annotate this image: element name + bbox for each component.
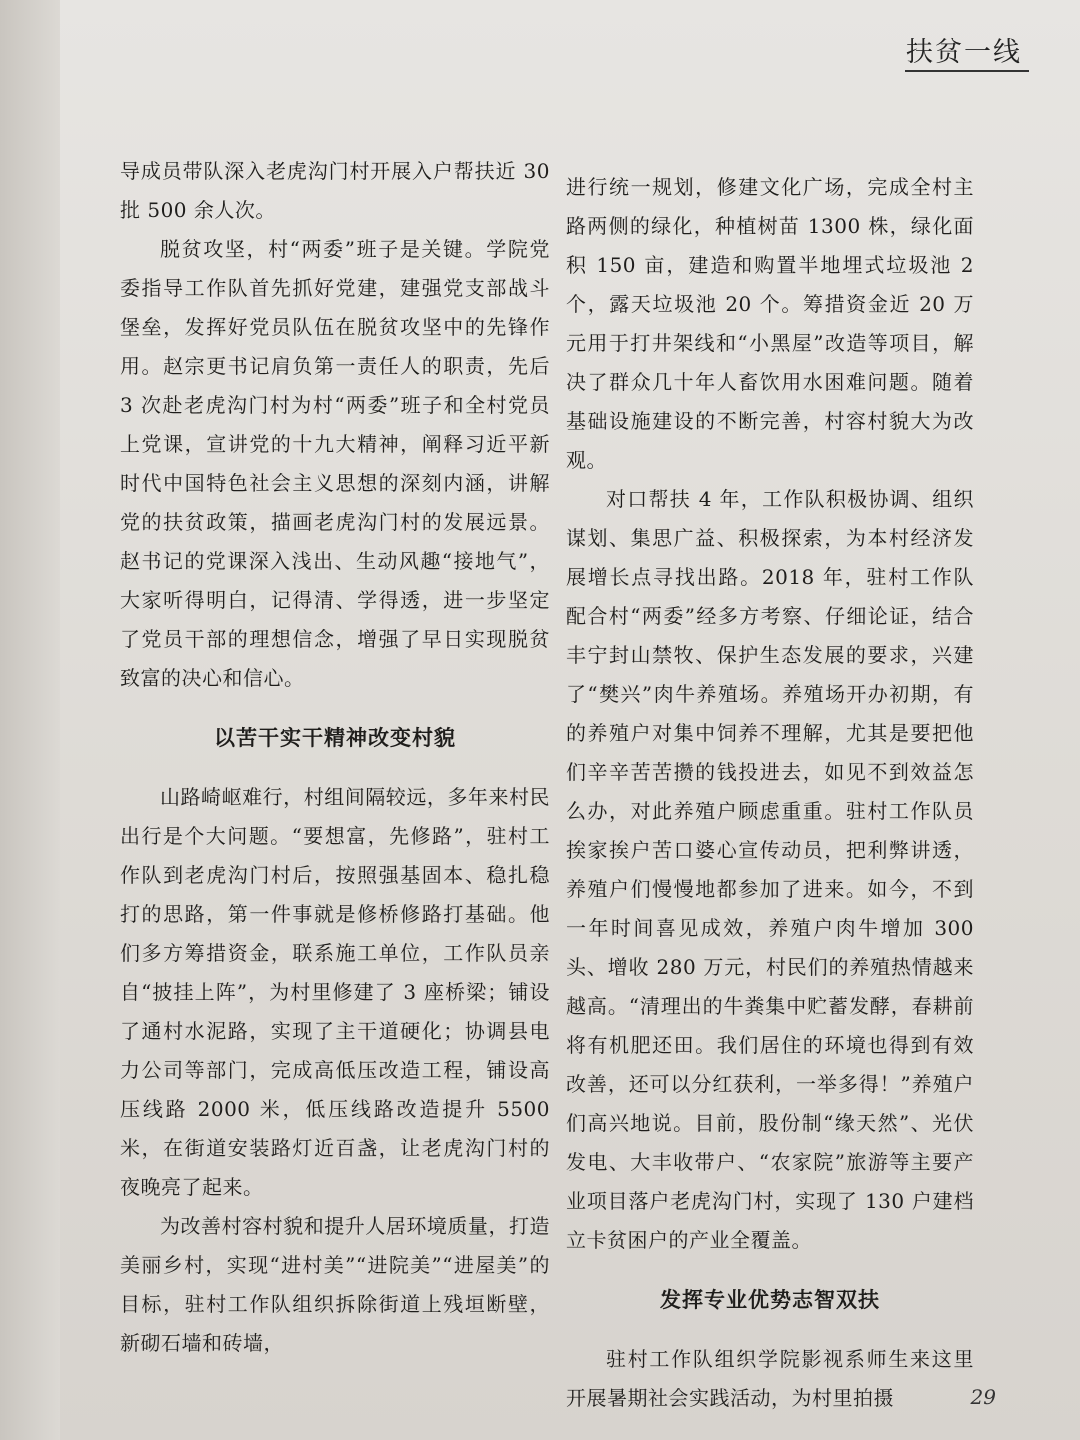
right-paragraph-3: 驻村工作队组织学院影视系师生来这里开展暑期社会实践活动，为村里拍摄 bbox=[566, 1347, 974, 1410]
section-heading-2: 发挥专业优势志智双扶 bbox=[660, 1288, 880, 1312]
left-column bbox=[120, 152, 550, 1363]
section-heading-1: 以苦干实干精神改变村貌 bbox=[214, 726, 456, 750]
section-header: 扶贫一线 bbox=[906, 37, 1022, 68]
right-column bbox=[566, 168, 974, 1418]
right-paragraph-1: 进行统一规划，修建文化广场，完成全村主路两侧的绿化，种植树苗 1300 株，绿化面积 150 亩，建造和购置半地埋式垃圾池 2 个，露天垃圾池 20 个。筹措资金近 20 万元用于打井架线和“小黑屋”改造等项目，解决了群众几十年人畜饮用水困难问题。随着基础设施建设的不断完善，村容村貌大为改观。 bbox=[566, 175, 974, 472]
left-paragraph-1: 导成员带队深入老虎沟门村开展入户帮扶近 30 批 500 余人次。 bbox=[120, 159, 550, 222]
page-spine-shadow bbox=[0, 0, 60, 1440]
right-paragraph-2: 对口帮扶 4 年，工作队积极协调、组织谋划、集思广益、积极探索，为本村经济发展增长点寻找出路。2018 年，驻村工作队配合村“两委”经多方考察、仔细论证，结合丰宁封山禁牧、保护生态发展的要求，兴建了“樊兴”肉牛养殖场。养殖场开办初期，有的养殖户对集中饲养不理解，尤其是要把他们辛辛苦苦攒的钱投进去，如见不到效益怎么办，对此养殖户顾虑重重。驻村工作队员挨家挨户苦口婆心宣传动员，把利弊讲透，养殖户们慢慢地都参加了进来。如今，不到一年时间喜见成效，养殖户肉牛增加 300 头、增收 280 万元，村民们的养殖热情越来越高。“清理出的牛粪集中贮蓄发酵，春耕前将有机肥还田。我们居住的环境也得到有效改善，还可以分红获利，一举多得！”养殖户们高兴地说。目前，股份制“缘天然”、光伏发电、大丰收带户、“农家院”旅游等主要产业项目落户老虎沟门村，实现了 130 户建档立卡贫困户的产业全覆盖。 bbox=[566, 487, 974, 1252]
left-paragraph-4: 为改善村容村貌和提升人居环境质量，打造美丽乡村，实现“进村美”“进院美”“进屋美”的目标，驻村工作队组织拆除街道上残垣断壁，新砌石墙和砖墙， bbox=[120, 1214, 550, 1355]
header-underline bbox=[905, 70, 1029, 72]
left-paragraph-2: 脱贫攻坚，村“两委”班子是关键。学院党委指导工作队首先抓好党建，建强党支部战斗堡垒，发挥好党员队伍在脱贫攻坚中的先锋作用。赵宗更书记肩负第一责任人的职责，先后 3 次赴老虎沟门村为村“两委”班子和全村党员上党课，宣讲党的十九大精神，阐释习近平新时代中国特色社会主义思想的深刻内涵，讲解党的扶贫政策，描画老虎沟门村的发展远景。赵书记的党课深入浅出、生动风趣“接地气”，大家听得明白，记得清、学得透，进一步坚定了党员干部的理想信念，增强了早日实现脱贫致富的决心和信心。 bbox=[120, 237, 550, 690]
left-paragraph-3: 山路崎岖难行，村组间隔较远，多年来村民出行是个大问题。“要想富，先修路”，驻村工作队到老虎沟门村后，按照强基固本、稳扎稳打的思路，第一件事就是修桥修路打基础。他们多方筹措资金，联系施工单位，工作队员亲自“披挂上阵”，为村里修建了 3 座桥梁；铺设了通村水泥路，实现了主干道硬化；协调县电力公司等部门，完成高低压改造工程，铺设高压线路 2000 米，低压线路改造提升 5500 米，在街道安装路灯近百盏，让老虎沟门村的夜晚亮了起来。 bbox=[120, 785, 550, 1199]
page-number: 29 bbox=[970, 1385, 996, 1409]
